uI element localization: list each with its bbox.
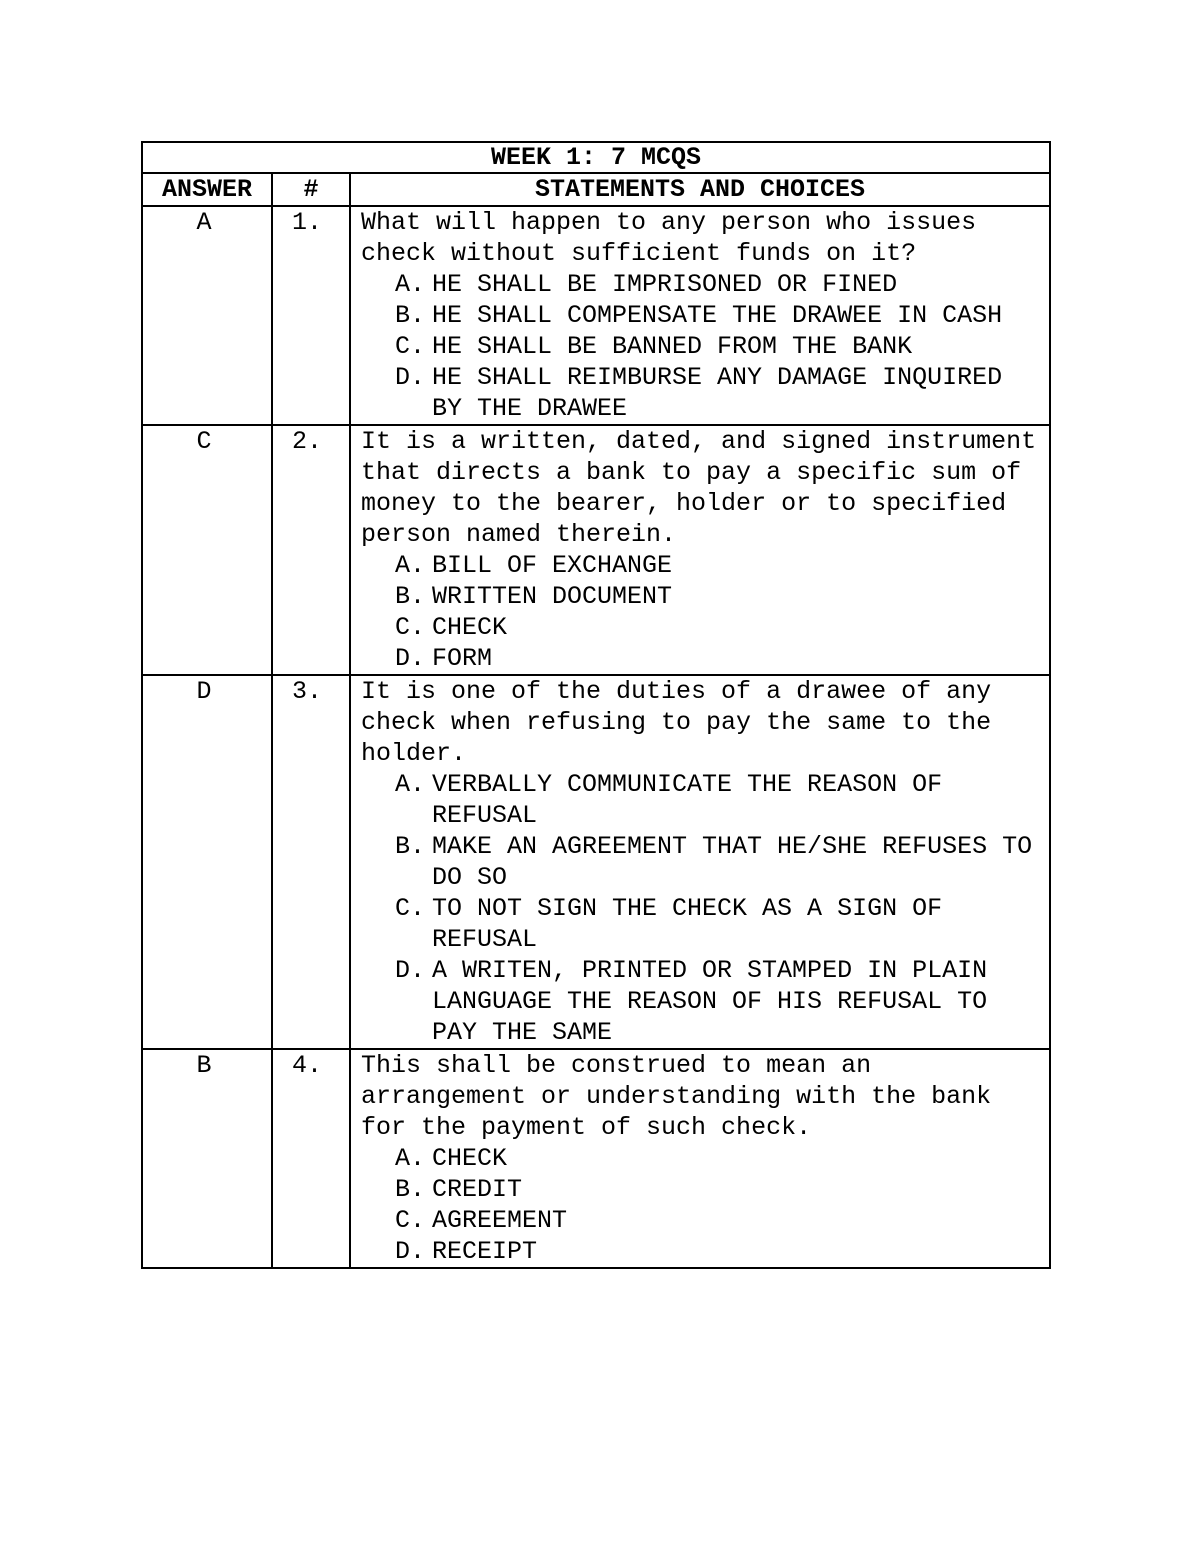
question-row (142, 675, 1050, 1049)
choice-letter: C. (395, 1206, 426, 1235)
question-number: 3. (272, 675, 350, 1049)
choice-letter: C. (395, 894, 426, 923)
choice-item (361, 893, 1045, 955)
choice-text: HE SHALL BE IMPRISONED OR FINED (432, 270, 898, 299)
title-row (142, 142, 1050, 173)
choice-letter: D. (395, 1237, 426, 1266)
question-number: 4. (272, 1049, 350, 1268)
choice-text: BILL OF EXCHANGE (432, 551, 673, 580)
statement-cell (350, 206, 1050, 425)
choice-item (361, 643, 1045, 674)
choice-text: A WRITEN, PRINTED OR STAMPED IN PLAIN LANGUAGE THE REASON OF HIS REFUSAL TO PAY THE SAME (432, 956, 988, 1047)
header-row (142, 173, 1050, 206)
choice-letter: C. (395, 332, 426, 361)
header-statements: STATEMENTS AND CHOICES (350, 173, 1050, 206)
choice-item (361, 955, 1045, 1048)
answer-cell: B (142, 1049, 272, 1268)
choice-item (361, 1143, 1045, 1174)
choice-text: TO NOT SIGN THE CHECK AS A SIGN OF REFUSAL (432, 894, 943, 954)
question-text: It is one of the duties of a drawee of any check when refusing to pay the same to the holder. (361, 677, 992, 768)
choice-list (361, 769, 1045, 1048)
choice-text: FORM (432, 644, 493, 673)
choice-text: VERBALLY COMMUNICATE THE REASON OF REFUSAL (432, 770, 943, 830)
choice-letter: B. (395, 1175, 426, 1204)
choice-list (361, 550, 1045, 674)
choice-list (361, 269, 1045, 424)
choice-item (361, 269, 1045, 300)
choice-text: HE SHALL REIMBURSE ANY DAMAGE INQUIRED BY THE DRAWEE (432, 363, 1003, 423)
choice-text: WRITTEN DOCUMENT (432, 582, 673, 611)
choice-item (361, 300, 1045, 331)
choice-item (361, 362, 1045, 424)
choice-item (361, 831, 1045, 893)
choice-text: HE SHALL COMPENSATE THE DRAWEE IN CASH (432, 301, 1003, 330)
choice-item (361, 581, 1045, 612)
choice-text: MAKE AN AGREEMENT THAT HE/SHE REFUSES TO DO SO (432, 832, 1033, 892)
mcq-table-body (142, 142, 1050, 1268)
choice-letter: A. (395, 551, 426, 580)
choice-letter: C. (395, 613, 426, 642)
header-answer: ANSWER (142, 173, 272, 206)
choice-letter: D. (395, 956, 426, 985)
table-title: WEEK 1: 7 MCQS (142, 142, 1050, 173)
mcq-table (141, 141, 1051, 1269)
answer-cell: D (142, 675, 272, 1049)
choice-letter: A. (395, 770, 426, 799)
choice-letter: B. (395, 582, 426, 611)
choice-letter: A. (395, 270, 426, 299)
question-number: 1. (272, 206, 350, 425)
question-row (142, 1049, 1050, 1268)
choice-text: HE SHALL BE BANNED FROM THE BANK (432, 332, 913, 361)
question-text: It is a written, dated, and signed instrument that directs a bank to pay a specific sum of money to the bearer, holder or to specified person named therein. (361, 427, 1037, 549)
choice-item (361, 1174, 1045, 1205)
choice-letter: D. (395, 644, 426, 673)
statement-cell (350, 1049, 1050, 1268)
question-text: What will happen to any person who issues check without sufficient funds on it? (361, 208, 977, 268)
question-row (142, 425, 1050, 675)
choice-letter: A. (395, 1144, 426, 1173)
question-number: 2. (272, 425, 350, 675)
choice-item (361, 550, 1045, 581)
answer-cell: C (142, 425, 272, 675)
question-text: This shall be construed to mean an arrangement or understanding with the bank for the payment of such check. (361, 1051, 992, 1142)
statement-cell (350, 425, 1050, 675)
choice-item (361, 769, 1045, 831)
answer-cell: A (142, 206, 272, 425)
choice-letter: B. (395, 832, 426, 861)
choice-text: CHECK (432, 613, 508, 642)
choice-item (361, 612, 1045, 643)
choice-item (361, 331, 1045, 362)
choice-item (361, 1205, 1045, 1236)
choice-letter: B. (395, 301, 426, 330)
question-row (142, 206, 1050, 425)
header-number: # (272, 173, 350, 206)
choice-list (361, 1143, 1045, 1267)
choice-item (361, 1236, 1045, 1267)
choice-text: CREDIT (432, 1175, 523, 1204)
choice-letter: D. (395, 363, 426, 392)
choice-text: AGREEMENT (432, 1206, 568, 1235)
choice-text: RECEIPT (432, 1237, 538, 1266)
choice-text: CHECK (432, 1144, 508, 1173)
statement-cell (350, 675, 1050, 1049)
